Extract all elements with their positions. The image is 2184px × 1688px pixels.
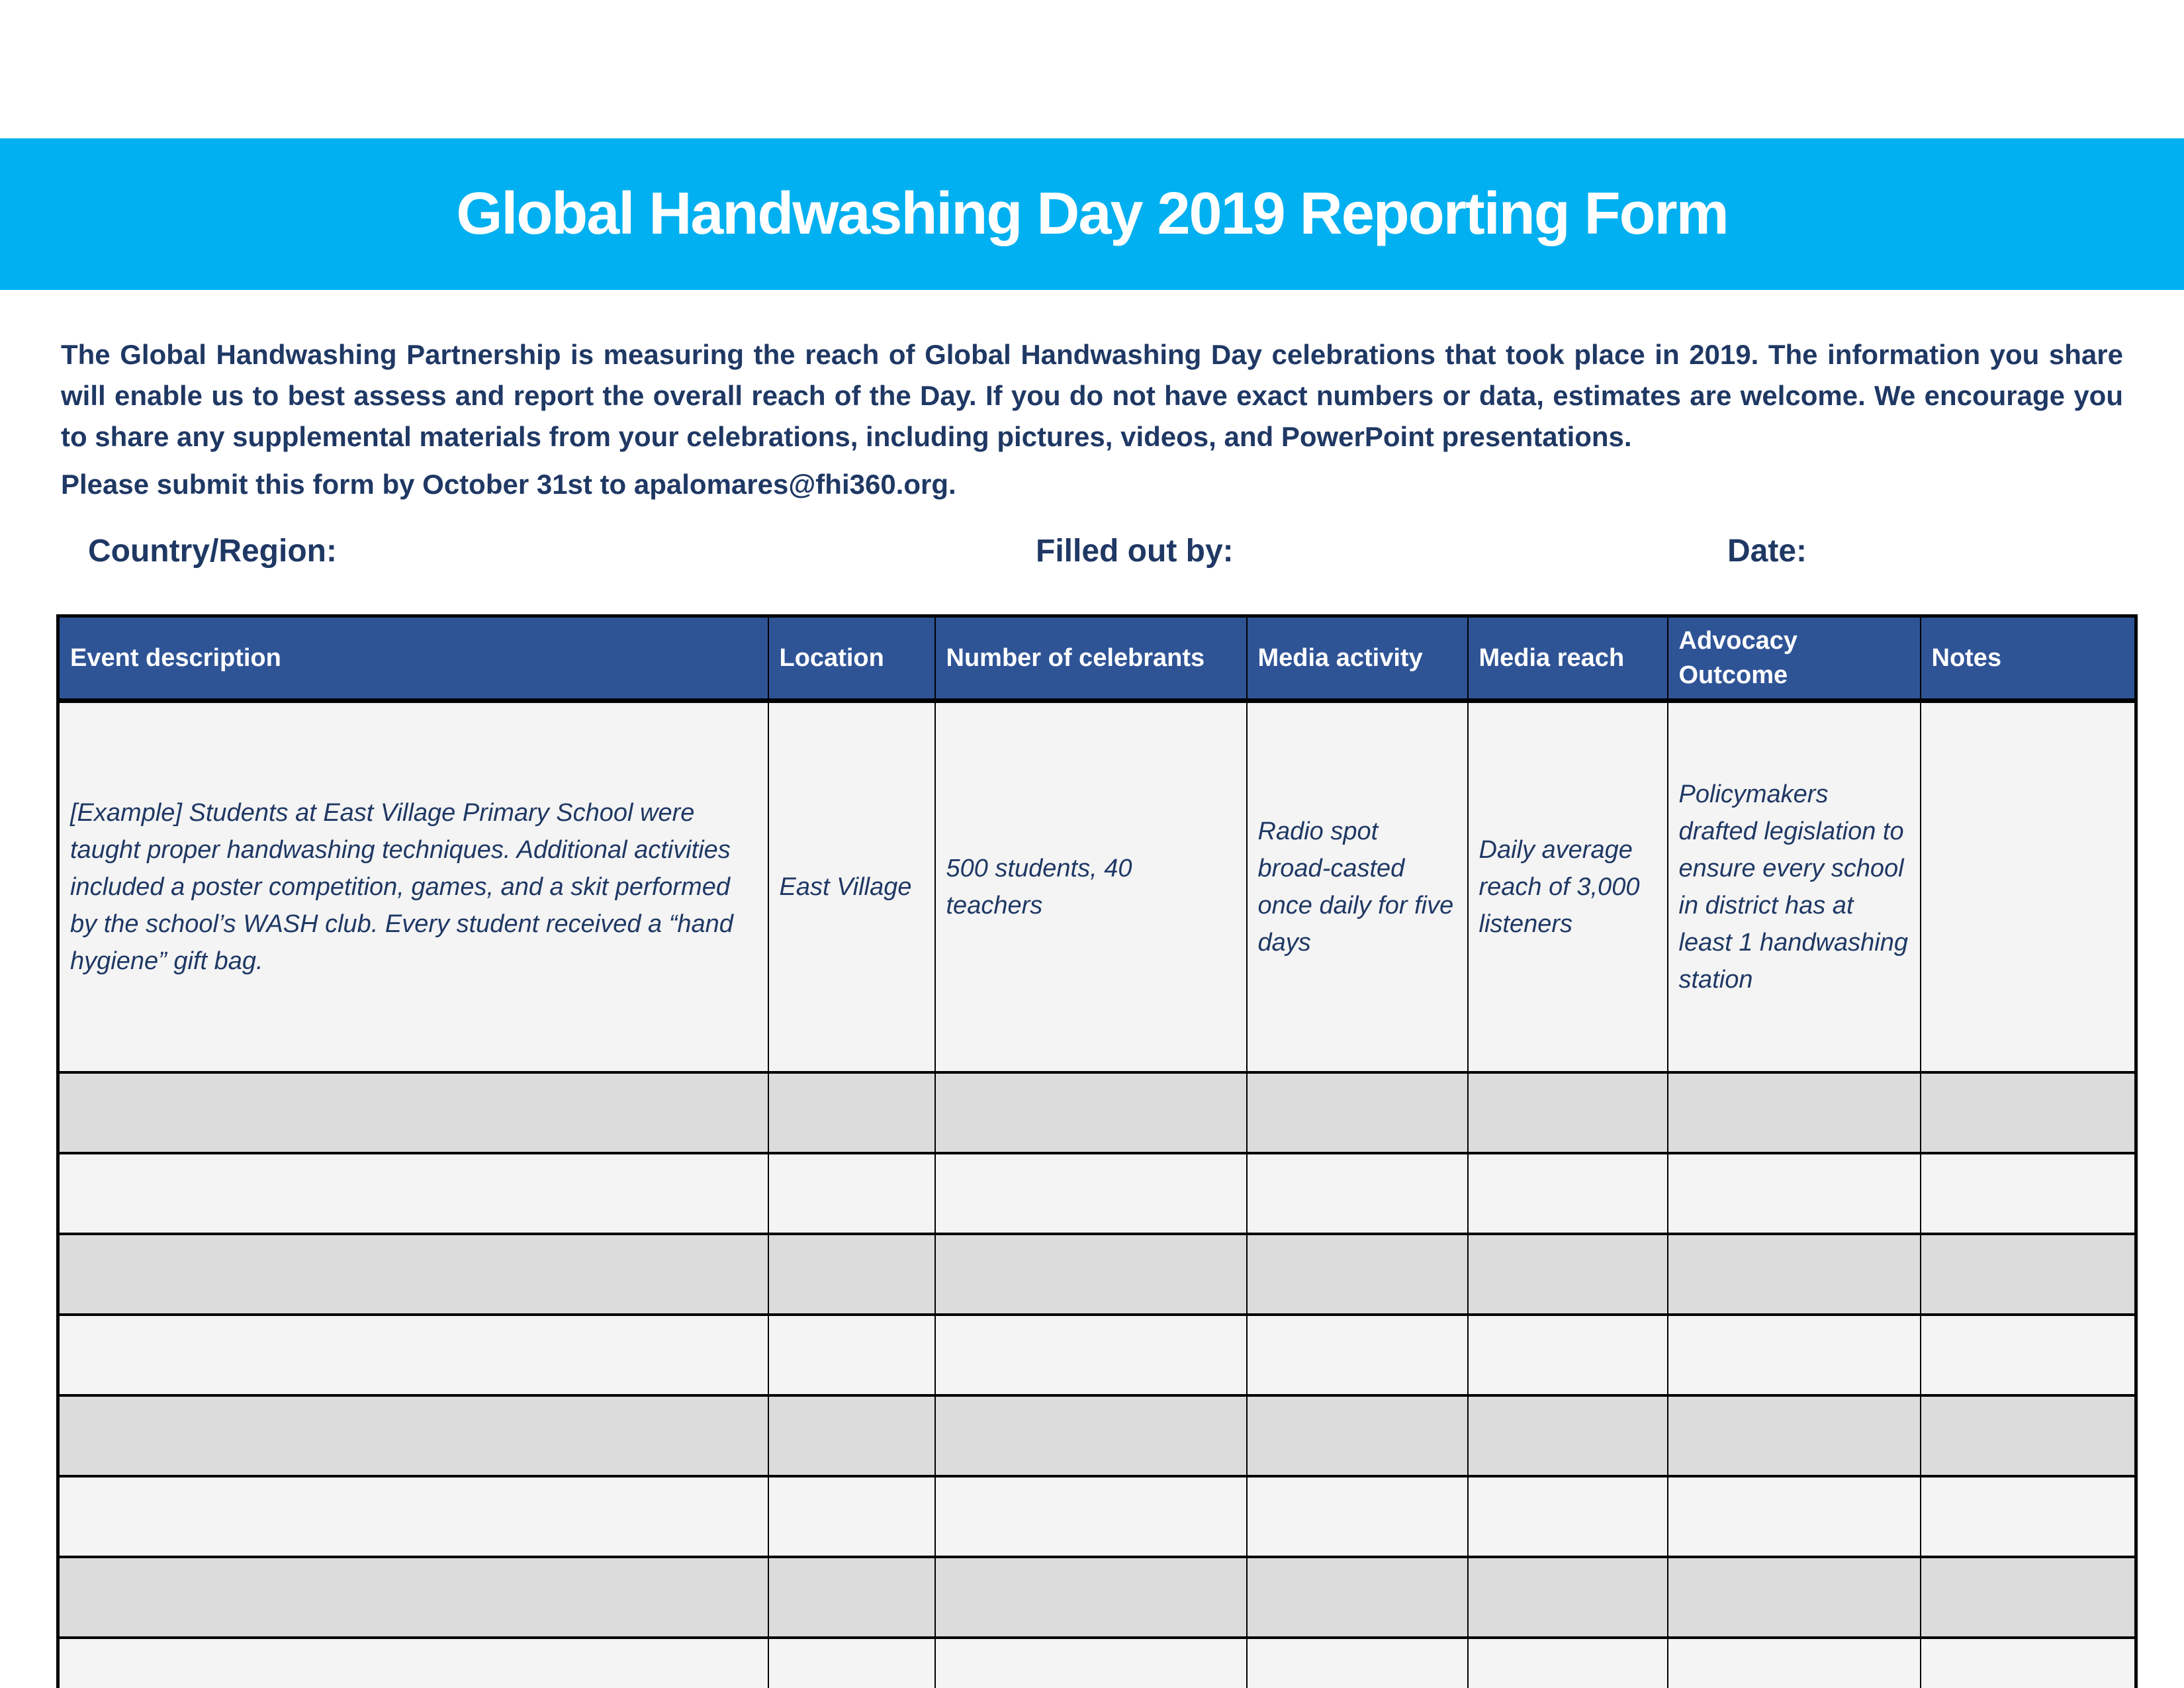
title-banner bbox=[0, 138, 2184, 290]
empty-cell[interactable] bbox=[1921, 1153, 2136, 1234]
example-notes-cell[interactable] bbox=[1921, 701, 2136, 1073]
empty-row bbox=[58, 1395, 2136, 1476]
table-body bbox=[58, 701, 2136, 1688]
empty-cell[interactable] bbox=[58, 1072, 768, 1153]
column-header-media-activity: Media activity bbox=[1247, 616, 1468, 701]
empty-cell[interactable] bbox=[1468, 1395, 1668, 1476]
empty-cell[interactable] bbox=[58, 1315, 768, 1395]
empty-cell[interactable] bbox=[1468, 1234, 1668, 1315]
empty-cell[interactable] bbox=[1247, 1395, 1468, 1476]
empty-row bbox=[58, 1638, 2136, 1688]
empty-row bbox=[58, 1153, 2136, 1234]
example-advocacy-outcome-cell[interactable]: Policymakers drafted legislation to ensure every school in district has at least 1 handwashing station bbox=[1668, 701, 1921, 1073]
empty-row bbox=[58, 1234, 2136, 1315]
column-header-event-description: Event description bbox=[58, 616, 768, 701]
empty-row bbox=[58, 1557, 2136, 1638]
filled-out-by-label: Filled out by: bbox=[1036, 534, 1234, 569]
empty-cell[interactable] bbox=[1247, 1476, 1468, 1557]
empty-cell[interactable] bbox=[1468, 1557, 1668, 1638]
example-media-activity-cell[interactable]: Radio spot broad-casted once daily for five days bbox=[1247, 701, 1468, 1073]
empty-cell[interactable] bbox=[935, 1395, 1247, 1476]
empty-cell[interactable] bbox=[58, 1476, 768, 1557]
empty-cell[interactable] bbox=[768, 1315, 935, 1395]
reporting-table bbox=[56, 614, 2138, 1688]
empty-cell[interactable] bbox=[1668, 1234, 1921, 1315]
empty-cell[interactable] bbox=[768, 1557, 935, 1638]
empty-cell[interactable] bbox=[935, 1638, 1247, 1688]
empty-cell[interactable] bbox=[935, 1476, 1247, 1557]
empty-cell[interactable] bbox=[1247, 1234, 1468, 1315]
empty-cell[interactable] bbox=[1921, 1638, 2136, 1688]
empty-cell[interactable] bbox=[768, 1072, 935, 1153]
example-event-description-cell[interactable]: [Example] Students at East Village Primary School were taught proper handwashing techniques. Additional activities included a poster competition, games, and a skit performed by the school’s WASH club. Every student received a “hand hygiene” gift bag. bbox=[58, 701, 768, 1073]
date-label: Date: bbox=[1727, 534, 1807, 569]
empty-cell[interactable] bbox=[1468, 1072, 1668, 1153]
empty-cell[interactable] bbox=[58, 1234, 768, 1315]
empty-cell[interactable] bbox=[1247, 1315, 1468, 1395]
empty-cell[interactable] bbox=[935, 1072, 1247, 1153]
table-header-row bbox=[58, 616, 2136, 701]
empty-cell[interactable] bbox=[1921, 1557, 2136, 1638]
column-header-location: Location bbox=[768, 616, 935, 701]
empty-cell[interactable] bbox=[1247, 1638, 1468, 1688]
empty-cell[interactable] bbox=[1247, 1557, 1468, 1638]
empty-cell[interactable] bbox=[1668, 1476, 1921, 1557]
column-header-media-reach: Media reach bbox=[1468, 616, 1668, 701]
empty-cell[interactable] bbox=[58, 1153, 768, 1234]
example-number-of-celebrants-cell[interactable]: 500 students, 40 teachers bbox=[935, 701, 1247, 1073]
empty-cell[interactable] bbox=[1668, 1395, 1921, 1476]
empty-cell[interactable] bbox=[935, 1315, 1247, 1395]
empty-cell[interactable] bbox=[935, 1153, 1247, 1234]
intro-section bbox=[61, 334, 2123, 505]
country-region-label: Country/Region: bbox=[88, 534, 337, 569]
empty-cell[interactable] bbox=[768, 1234, 935, 1315]
empty-cell[interactable] bbox=[768, 1153, 935, 1234]
empty-cell[interactable] bbox=[1921, 1315, 2136, 1395]
empty-row bbox=[58, 1072, 2136, 1153]
empty-cell[interactable] bbox=[1921, 1234, 2136, 1315]
empty-cell[interactable] bbox=[58, 1638, 768, 1688]
empty-cell[interactable] bbox=[935, 1557, 1247, 1638]
intro-paragraph: The Global Handwashing Partnership is measuring the reach of Global Handwashing Day celebrations that took place in 2019. The information you share will enable us to best assess and report the overall reach of the Day. If you do not have exact numbers or data, estimates are welcome. We encourage you to share any supplemental materials from your celebrations, including pictures, videos, and PowerPoint presentations. bbox=[61, 339, 2123, 452]
empty-cell[interactable] bbox=[1668, 1153, 1921, 1234]
empty-cell[interactable] bbox=[58, 1395, 768, 1476]
empty-cell[interactable] bbox=[1921, 1072, 2136, 1153]
empty-cell[interactable] bbox=[1468, 1315, 1668, 1395]
empty-cell[interactable] bbox=[1468, 1476, 1668, 1557]
column-header-notes: Notes bbox=[1921, 616, 2136, 701]
empty-cell[interactable] bbox=[58, 1557, 768, 1638]
empty-cell[interactable] bbox=[1921, 1395, 2136, 1476]
empty-cell[interactable] bbox=[935, 1234, 1247, 1315]
empty-row bbox=[58, 1315, 2136, 1395]
empty-cell[interactable] bbox=[1668, 1557, 1921, 1638]
empty-cell[interactable] bbox=[1668, 1072, 1921, 1153]
empty-cell[interactable] bbox=[1468, 1153, 1668, 1234]
column-header-number-of-celebrants: Number of celebrants bbox=[935, 616, 1247, 701]
empty-cell[interactable] bbox=[768, 1476, 935, 1557]
empty-cell[interactable] bbox=[1247, 1153, 1468, 1234]
submit-instruction: Please submit this form by October 31st to apalomares@fhi360.org. bbox=[61, 469, 956, 500]
empty-cell[interactable] bbox=[1468, 1638, 1668, 1688]
example-location-cell[interactable]: East Village bbox=[768, 701, 935, 1073]
empty-cell[interactable] bbox=[768, 1638, 935, 1688]
empty-row bbox=[58, 1476, 2136, 1557]
example-media-reach-cell[interactable]: Daily average reach of 3,000 listeners bbox=[1468, 701, 1668, 1073]
empty-cell[interactable] bbox=[1668, 1315, 1921, 1395]
empty-cell[interactable] bbox=[768, 1395, 935, 1476]
empty-cell[interactable] bbox=[1921, 1476, 2136, 1557]
empty-cell[interactable] bbox=[1668, 1638, 1921, 1688]
empty-cell[interactable] bbox=[1247, 1072, 1468, 1153]
page-title: Global Handwashing Day 2019 Reporting Form bbox=[456, 181, 1728, 247]
example-row bbox=[58, 701, 2136, 1073]
column-header-advocacy-outcome: Advocacy Outcome bbox=[1668, 616, 1921, 701]
